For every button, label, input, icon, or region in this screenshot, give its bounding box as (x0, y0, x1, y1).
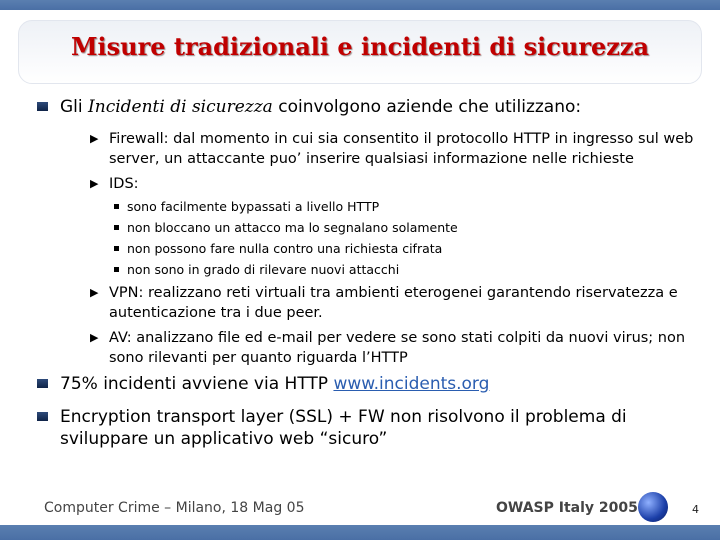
ids-item-text: sono facilmente bypassati a livello HTTP (127, 199, 380, 214)
triangle-bullet-icon: ▶ (90, 132, 99, 145)
bullet1-italic: Incidenti di sicurezza (88, 97, 273, 117)
bottom-bar (0, 525, 720, 540)
bullet1-prefix: Gli (60, 97, 83, 117)
bullet-http-incidents (37, 373, 707, 395)
triangle-bullet-icon: ▶ (90, 177, 99, 190)
ids-text: IDS: (109, 176, 139, 192)
sub-bullet-av (90, 328, 707, 368)
footer-left: Computer Crime – Milano, 18 Mag 05 (44, 500, 305, 516)
ids-item (114, 262, 707, 278)
ids-item-text: non possono fare nulla contro una richiesta cifrata (127, 241, 443, 256)
page-number: 4 (692, 503, 699, 516)
ids-item-text: non sono in grado di rilevare nuovi attacchi (127, 262, 400, 277)
bullet-square-icon (37, 379, 48, 388)
bullet1-suffix: coinvolgono aziende che utilizzano: (278, 97, 582, 117)
ids-item (114, 220, 707, 236)
bullet-square-icon (37, 102, 48, 111)
square-bullet-icon (114, 267, 119, 272)
top-bar (0, 0, 720, 10)
bullet2-text: 75% incidenti avviene via HTTP (60, 374, 329, 394)
sub-bullet-vpn (90, 283, 707, 323)
ids-item (114, 199, 707, 215)
bullet-square-icon (37, 412, 48, 421)
globe-logo-icon (638, 492, 668, 522)
ids-item (114, 241, 707, 257)
square-bullet-icon (114, 246, 119, 251)
av-text: AV: analizzano file ed e-mail per vedere se sono stati colpiti da nuovi virus; non sono rilevanti per quanto riguarda l’HTTP (109, 330, 686, 366)
triangle-bullet-icon: ▶ (90, 331, 99, 344)
sub-bullet-ids (90, 174, 707, 194)
bullet-incidenti (37, 96, 707, 118)
ids-item-text: non bloccano un attacco ma lo segnalano solamente (127, 220, 458, 235)
incidents-link[interactable]: www.incidents.org (333, 374, 490, 394)
bullet3-text: Encryption transport layer (SSL) + FW non risolvono il problema di sviluppare un applicativo web “sicuro” (60, 407, 627, 449)
sub-bullet-firewall (90, 129, 707, 169)
square-bullet-icon (114, 225, 119, 230)
square-bullet-icon (114, 204, 119, 209)
slide-title: Misure tradizionali e incidenti di sicurezza (70, 32, 650, 61)
footer-right: OWASP Italy 2005 (496, 500, 638, 516)
bullet-ssl (37, 406, 707, 450)
vpn-text: VPN: realizzano reti virtuali tra ambienti eterogenei garantendo riservatezza e autenticazione tra i due peer. (109, 285, 678, 321)
triangle-bullet-icon: ▶ (90, 286, 99, 299)
firewall-text: Firewall: dal momento in cui sia consentito il protocollo HTTP in ingresso sul web server, un attaccante puo’ inserire qualsiasi informazione nelle richieste (109, 131, 694, 167)
slide-content (37, 96, 707, 461)
